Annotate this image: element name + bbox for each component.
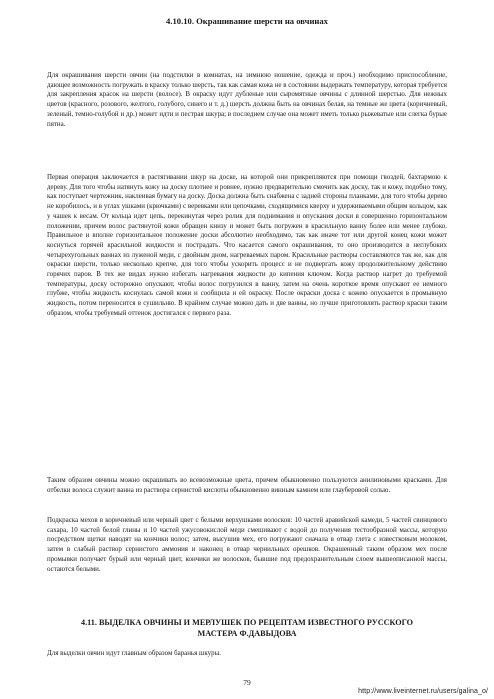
paragraph-fur-tinting: Подкраска мехов в коричневый или черный цвет с белыми верхушками волосков: 10 частей аравийской камеди, 5 частей свинцового сахара, 10 частей белой глины и 10 частей ужусовокислой меди смешивают с водой до получения тестообразной массы, которую посредством щетки наводят на кончики волос; затем, высушив мех, его погружают сначала в отвар глета с известковым молоком, затем в слабый раствор сернистого аммония и наконец в отвар чернильных орешков. Окрашенный таким образом мех после промывки получает бурый или черный цвет, кончики же волосков, бывшие под предохранительным слоем вышеописанной массы, остаются белыми. bbox=[47, 516, 447, 573]
paragraph-stretching-process: Первая операция заключается в растягивании шкур на доске, на которой они прикрепляются при помощи гвоздей, бахтармою к дереву. Для того чтобы натянуть кожу на доску плотнее и ровнее, нужно предварительно смочить как доску, так и кожу, подобно тому, как поступает чертежник, наклеивая бумагу на доску. Доска должна быть снабжена с задней стороны планками, для того чтобы дерево не коробилось, и в углах ушками (крючками) с веревками или цепочками, сходящимися кверху и удерживаемыми общим кольцом, как у чашек к весам. От кольца идет цепь, перекинутая через ролик для поднимания и опускания доски в совершенно горизонтальном положении, причем волос растянутой кожи обращен книзу и может быть погружен в красильную ванну более или менее глубоко. Правильное и вполне горизонтальное положение доски абсолютно необходимо, так как иначе тот или другой конец кожи может коснуться горячей красильной жидкости и пострадать. Что касается самого окрашивания, то оно производится в неглубоких четырехугольных ваннах из луженой меди, с двойным дном, нагреваемых паром. Красильные растворы составляются так же, как для окраски шерсти, только несколько крепче, для того чтобы ускорить процесс и не подвергать кожу продолжительному действию горячих паров. В тех же видах нужно избегать нагревания жидкости до кипения ключом. Когда раствор нагрет до требуемой температуры, доску осторожно опускают, чтобы волос погрузился в ванну, затем на очень короткое время опускают ее немного глубже, чтобы жидкость коснулась самой кожи и сообщила и ей окраску. После окраски доска с кожею опускается в промывную жидкость, потом переносится в сушильню. В крайнем случае можно дать и две ванны, но лучше приготовлять раствор краски таким образом, чтобы требуемый оттенок достигался с первого раза. bbox=[47, 173, 447, 317]
page-number: 79 bbox=[243, 678, 251, 687]
paragraph-aniline-dyes: Таким образом овчины можно окрашивать во всевозможные цвета, причем обыкновенно пользуются анилиновыми красками. Для отбелки волоса служит ванна из раствора сернистой кислоты обыкновенно винным камнем или глауберовой солью. bbox=[47, 476, 447, 494]
footer-url: http://www.liveinternet.ru/users/galina_o/ bbox=[358, 688, 488, 695]
section-heading-2: 4.11. ВЫДЕЛКА ОВЧИНЫ И МЕРЛУШЕК ПО РЕЦЕПТАМ ИЗВЕСТНОГО РУССКОГО МАСТЕРА Ф.ДАВЫДОВА bbox=[80, 618, 414, 638]
paragraph-dyeing-intro: Для окрашивания шерсти овчин (на подстилки в комнатах, на зимнюю ношение, одежда и проч.) необходимо приспособление, дающее возможность погружать в краску только шерсть, так как самая кожа не в состоянии выдержать температуру, которая требуется для закрепления красок на шерсти (волосе). В окраску идут дубленые или сыромятные овчины с длинной шерстью. Для нежных цветов (красного, розового, желтого, голубого, синего и т. д.) шерсть должна быть на овчинах белая, на темные же цвета (коричневый, зеленый, темно-голубой и др.) может идти и пестрая шкура; в последнем случае она может иметь только рыжеватые или слегка бурые пятна. bbox=[47, 71, 447, 128]
paragraph-sheepskin-dressing: Для выделки овчин идут главным образом баранья шкуры. bbox=[47, 649, 221, 657]
section-heading: 4.10.10. Окрашивание шерсти на овчинах bbox=[166, 16, 328, 26]
